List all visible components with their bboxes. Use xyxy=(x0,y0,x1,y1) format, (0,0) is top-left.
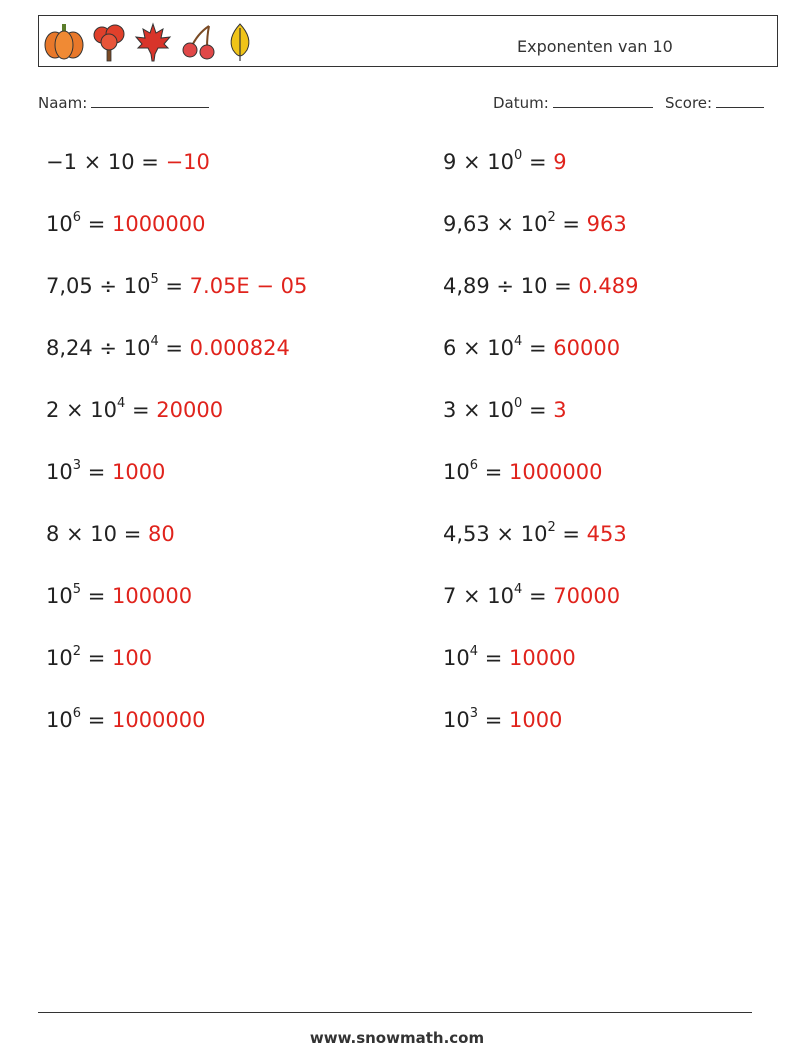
problem-exponent: 4 xyxy=(514,334,523,349)
problem-exponent: 5 xyxy=(72,582,82,597)
problem-exponent: 2 xyxy=(547,520,556,535)
equals-sign: = xyxy=(158,336,190,360)
problem-expression: 10 xyxy=(46,212,73,236)
date-blank[interactable] xyxy=(553,93,653,108)
cherries-icon xyxy=(179,22,219,62)
problem-expression: 10 xyxy=(46,708,73,732)
problem-item xyxy=(443,274,639,298)
problem-item xyxy=(443,646,576,670)
problem-answer: 1000 xyxy=(508,708,563,732)
equals-sign: = xyxy=(81,646,112,670)
problem-item xyxy=(46,646,152,670)
equals-sign: = xyxy=(522,398,554,422)
equals-sign: = xyxy=(158,274,190,298)
problem-answer: 0.000824 xyxy=(189,336,290,360)
problem-item xyxy=(443,460,603,484)
problem-answer: 7.05E − 05 xyxy=(189,274,308,298)
equals-sign: = xyxy=(81,212,112,236)
problem-expression: −1 × 10 xyxy=(46,150,135,174)
pumpkin-icon xyxy=(43,22,85,60)
problem-expression: 10 xyxy=(46,646,73,670)
problem-item xyxy=(443,522,627,546)
maple-leaf-icon xyxy=(133,22,173,62)
problem-expression: 9 × 10 xyxy=(443,150,515,174)
problem-expression: 9,63 × 10 xyxy=(443,212,548,236)
equals-sign: = xyxy=(125,398,157,422)
equals-sign: = xyxy=(117,522,148,546)
problem-answer: 1000 xyxy=(111,460,166,484)
problem-exponent: 3 xyxy=(469,706,479,721)
problem-expression: 2 × 10 xyxy=(46,398,118,422)
problem-expression: 4,53 × 10 xyxy=(443,522,548,546)
problem-item xyxy=(443,708,562,732)
problem-exponent: 6 xyxy=(72,706,82,721)
equals-sign: = xyxy=(81,708,112,732)
equals-sign: = xyxy=(547,274,579,298)
name-label: Naam: xyxy=(38,94,88,112)
equals-sign: = xyxy=(478,708,509,732)
equals-sign: = xyxy=(81,460,112,484)
score-label: Score: xyxy=(665,94,713,112)
score-blank[interactable] xyxy=(716,93,764,108)
problem-answer: 453 xyxy=(586,522,627,546)
equals-sign: = xyxy=(555,212,587,236)
page-title: Exponenten van 10 xyxy=(517,37,673,56)
problem-expression: 10 xyxy=(443,646,470,670)
problem-expression: 7,05 ÷ 10 xyxy=(46,274,151,298)
problem-answer: 20000 xyxy=(156,398,224,422)
problem-item xyxy=(46,150,210,174)
problem-exponent: 6 xyxy=(469,458,479,473)
name-field xyxy=(38,93,209,112)
problem-expression: 8 × 10 xyxy=(46,522,118,546)
problem-expression: 10 xyxy=(46,584,73,608)
equals-sign: = xyxy=(522,150,554,174)
problem-item xyxy=(46,584,192,608)
footer-divider xyxy=(38,1012,752,1013)
problem-exponent: 5 xyxy=(150,272,159,287)
equals-sign: = xyxy=(478,646,509,670)
problem-item xyxy=(46,336,290,360)
equals-sign: = xyxy=(134,150,166,174)
problem-expression: 6 × 10 xyxy=(443,336,515,360)
problem-answer: 100000 xyxy=(111,584,193,608)
problem-answer: 1000000 xyxy=(508,460,603,484)
problem-exponent: 3 xyxy=(72,458,82,473)
date-field xyxy=(493,93,653,112)
problem-exponent: 0 xyxy=(514,396,523,411)
problem-item xyxy=(46,460,165,484)
problem-exponent: 0 xyxy=(514,148,523,163)
header-icons xyxy=(43,22,255,62)
footer-url: www.snowmath.com xyxy=(309,1029,485,1047)
problem-answer: 1000000 xyxy=(111,212,206,236)
problem-answer: 70000 xyxy=(553,584,621,608)
header-box xyxy=(38,15,778,67)
problem-item xyxy=(46,274,307,298)
problem-expression: 10 xyxy=(443,460,470,484)
equals-sign: = xyxy=(522,336,554,360)
problem-exponent: 4 xyxy=(150,334,159,349)
problem-exponent: 2 xyxy=(72,644,82,659)
problem-answer: 10000 xyxy=(508,646,576,670)
problem-exponent: 4 xyxy=(514,582,523,597)
date-label: Datum: xyxy=(493,94,549,112)
problem-exponent: 2 xyxy=(547,210,556,225)
problem-item xyxy=(46,708,206,732)
problem-item xyxy=(443,150,567,174)
problem-answer: 1000000 xyxy=(111,708,206,732)
problem-exponent: 4 xyxy=(469,644,479,659)
problem-answer: 100 xyxy=(111,646,153,670)
name-blank[interactable] xyxy=(91,93,209,108)
problem-answer: 3 xyxy=(553,398,567,422)
equals-sign: = xyxy=(81,584,112,608)
tree-icon xyxy=(91,22,127,62)
equals-sign: = xyxy=(555,522,587,546)
leaf-icon xyxy=(225,22,255,62)
problem-answer: 80 xyxy=(147,522,175,546)
problem-expression: 10 xyxy=(46,460,73,484)
problem-answer: 0.489 xyxy=(578,274,639,298)
equals-sign: = xyxy=(522,584,554,608)
score-field xyxy=(665,93,764,112)
problem-item xyxy=(443,212,627,236)
equals-sign: = xyxy=(478,460,509,484)
problem-item xyxy=(46,212,206,236)
problem-item xyxy=(46,398,223,422)
problem-expression: 3 × 10 xyxy=(443,398,515,422)
problem-answer: 9 xyxy=(553,150,567,174)
problem-expression: 7 × 10 xyxy=(443,584,515,608)
problem-item xyxy=(443,336,620,360)
problem-expression: 10 xyxy=(443,708,470,732)
problem-item xyxy=(443,398,567,422)
problem-item xyxy=(443,584,620,608)
problem-expression: 4,89 ÷ 10 xyxy=(443,274,548,298)
problem-expression: 8,24 ÷ 10 xyxy=(46,336,151,360)
problem-answer: −10 xyxy=(165,150,210,174)
problem-item xyxy=(46,522,175,546)
problem-answer: 963 xyxy=(586,212,627,236)
problem-exponent: 6 xyxy=(72,210,82,225)
problem-exponent: 4 xyxy=(117,396,126,411)
problem-answer: 60000 xyxy=(553,336,621,360)
